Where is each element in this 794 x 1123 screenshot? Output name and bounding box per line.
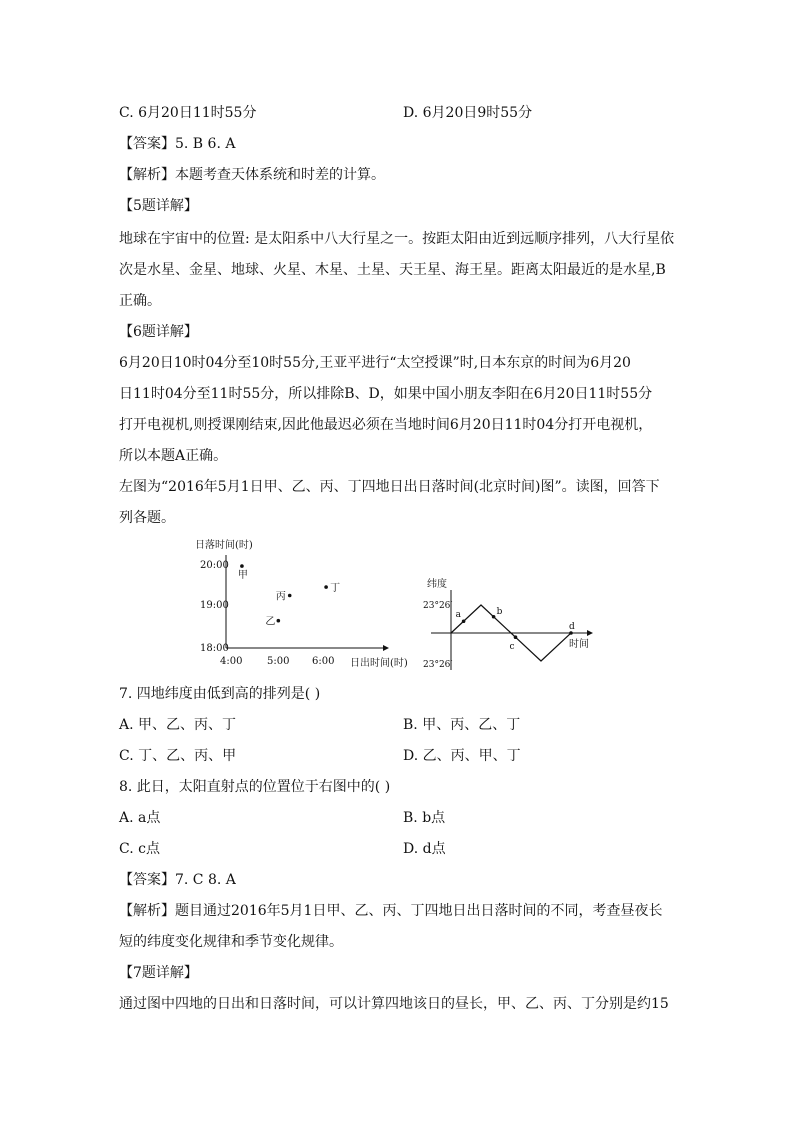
q8-option-d: D. d点	[403, 841, 446, 857]
q6-detail-heading: 【6题详解】	[119, 324, 198, 340]
intro-line: 列各题。	[119, 510, 175, 526]
point-label: 丁	[330, 583, 341, 595]
q7-option-d: D. 乙、丙、甲、丁	[403, 748, 521, 764]
q7-option-a: A. 甲、乙、丙、丁	[119, 717, 237, 733]
q6-detail-line: 打开电视机,则授课刚结束,因此他最迟必须在当地时间6月20日11时04分打开电视机，	[119, 417, 653, 433]
q7-option-b: B. 甲、丙、乙、丁	[403, 717, 521, 733]
x-axis-arrow	[587, 630, 593, 636]
intro-line: 左图为“2016年5月1日甲、乙、丙、丁四地日出日落时间(北京时间)图”。读图，回答下	[119, 479, 660, 495]
curve-point	[462, 619, 466, 623]
q8-option-c: C. c点	[119, 841, 160, 857]
analysis-5-6: 【解析】本题考查天体系统和时差的计算。	[119, 167, 385, 183]
q5-detail-heading: 【5题详解】	[119, 198, 198, 214]
q7-detail-heading: 【7题详解】	[119, 965, 198, 981]
point-label: 丙	[275, 591, 286, 603]
x-axis-arrow	[383, 645, 389, 651]
subsolar-point-chart	[415, 575, 600, 675]
x-tick-label: 5:00	[267, 656, 290, 667]
q7-stem: 7. 四地纬度由低到高的排列是( )	[119, 686, 321, 702]
y-axis-label: 纬度	[427, 579, 447, 590]
curve-point	[492, 615, 496, 619]
answer-5-6: 【答案】5. B 6. A	[119, 136, 236, 152]
y-tick-label: 23°26′	[423, 601, 453, 611]
q8-stem: 8. 此日，太阳直射点的位置位于右图中的( )	[119, 779, 391, 795]
answer-7-8: 【答案】7. C 8. A	[119, 872, 236, 888]
q6-detail-line: 所以本题A正确。	[119, 448, 228, 464]
q6-detail-line: 日11时04分至11时55分，所以排除B、D，如果中国小朋友李阳在6月20日11时55分	[119, 386, 653, 402]
q7-detail-line: 通过图中四地的日出和日落时间，可以计算四地该日的昼长，甲、乙、丙、丁分别是约15	[119, 996, 669, 1012]
q6-option-d: D. 6月20日9时55分	[403, 105, 533, 121]
q8-option-a: A. a点	[119, 810, 161, 826]
curve-point-label: c	[509, 642, 515, 653]
point-label: 甲	[237, 570, 248, 582]
y-tick-label: 20:00	[200, 560, 229, 571]
q8-option-b: B. b点	[403, 810, 446, 826]
x-tick-label: 6:00	[312, 656, 335, 667]
x-tick-label: 4:00	[220, 656, 243, 667]
scatter-point	[240, 564, 244, 568]
scatter-point	[277, 619, 281, 623]
analysis-7-8-line: 【解析】题目通过2016年5月1日甲、乙、丙、丁四地日出日落时间的不同，考查昼夜长	[119, 903, 663, 919]
y-tick-label: 23°26′	[423, 660, 453, 670]
x-axis-label: 日出时间(时)	[350, 658, 408, 669]
x-axis-label: 时间	[569, 639, 589, 650]
curve-point-label: a	[455, 610, 461, 621]
curve-point-label: d	[569, 622, 575, 632]
q5-detail-line: 正确。	[119, 293, 161, 309]
q6-option-c: C. 6月20日11时55分	[119, 105, 257, 121]
q6-detail-line: 6月20日10时04分至10时55分,王亚平进行“太空授课”时,日本东京的时间为6月20	[119, 355, 631, 371]
sunrise-sunset-chart	[190, 535, 420, 675]
curve-point	[514, 635, 518, 639]
q5-detail-line: 次是水星、金星、地球、火星、木星、土星、天王星、海王星。距离太阳最近的是水星,B	[119, 262, 666, 278]
q7-option-c: C. 丁、乙、丙、甲	[119, 748, 237, 764]
scatter-point	[324, 585, 328, 589]
y-tick-label: 18:00	[200, 643, 229, 654]
y-tick-label: 19:00	[200, 600, 229, 611]
scatter-point	[288, 594, 292, 598]
q5-detail-line: 地球在宇宙中的位置: 是太阳系中八大行星之一。按距太阳由近到远顺序排列，八大行星依	[119, 231, 675, 247]
y-axis-label: 日落时间(时)	[195, 540, 253, 551]
point-label: 乙	[265, 616, 276, 628]
analysis-7-8-line: 短的纬度变化规律和季节变化规律。	[119, 934, 343, 950]
curve-point-label: b	[496, 606, 503, 617]
